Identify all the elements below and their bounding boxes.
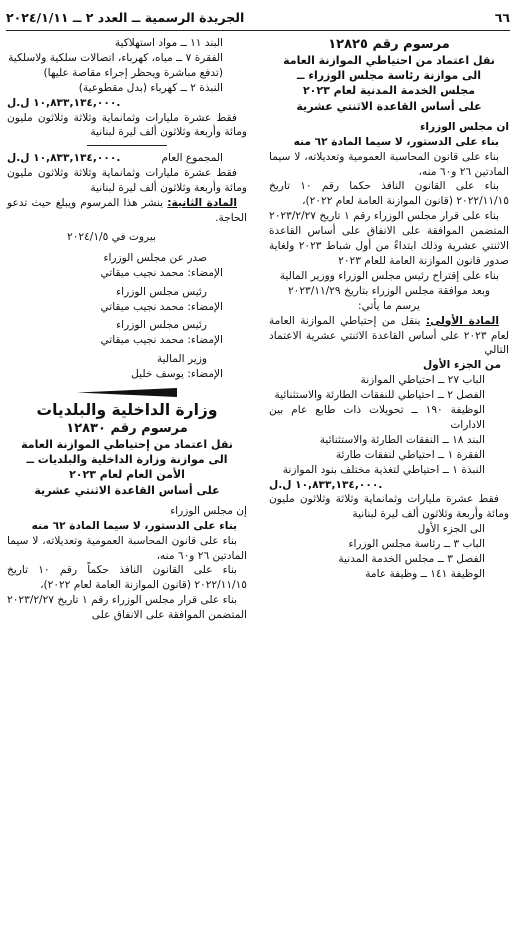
decree2-title-line: على أساس القاعدة الاثنتي عشرية (34, 483, 220, 497)
total-label: المجموع العام (161, 152, 223, 165)
gazette-title: الجريدة الرسمية ــ العدد ٢ ــ ٢٠٢٤/١/١١ (6, 9, 245, 25)
signature: الإمضاء: يوسف خليل (131, 368, 223, 381)
total-amount: ١٠,٨٣٣,١٣٤,٠٠٠ ل.ل. (7, 152, 121, 165)
issued-by: صدر عن مجلس الوزراء (103, 251, 207, 264)
budget-item: (تدفع مباشرة ويحظر إجراء مقاصة عليها) (43, 66, 223, 79)
to-item: الوظيفة ١٤١ ــ وظيفة عامة (365, 568, 485, 580)
left-column (7, 36, 247, 623)
decree1-title-line: على أساس القاعدة الاثنتي عشرية (296, 99, 482, 113)
budget-item: الفقرة ٧ ــ مياه، كهرباء، اتصالات سلكية ولاسلكية (8, 51, 223, 64)
decree2-number: مرسوم رقم ١٢٨٣٠ (66, 421, 188, 437)
page-number: ٦٦ (494, 9, 510, 25)
budget-item: البند ١١ ــ مواد استهلاكية (114, 37, 223, 49)
after-approval: وبعد موافقة مجلس الوزراء بتاريخ ٢٠٢٣/١١/٢٩ (287, 284, 491, 297)
based-law: بناء على قانون المحاسبة العمومية وتعديلاته، لا سيما المادتين ٢٦ و٦٠ منه، (7, 534, 247, 562)
to-part: الى الجزء الأول (417, 523, 485, 536)
article1-text: ينقل من إحتياطي الموازنة العامة لعام ٢٠٢٣ على أساس القاعدة الاثنتي عشرية الاعتماد التالي (269, 314, 509, 357)
from-item: الوظيفة ١٩٠ ــ تحويلات ذات طابع عام بين الادارات (269, 404, 485, 431)
article2-label: المادة الثانية: (167, 197, 237, 210)
ministry-heading: وزارة الداخلية والبلديات (36, 401, 218, 420)
decree2-title-line: نقل اعتماد من إحتياطي الموازنة العامة (21, 438, 233, 452)
decree1-title-line: الى موازنة رئاسة مجلس الوزراء ــ (296, 69, 482, 83)
from-part: من الجزء الأول (422, 359, 501, 372)
based-law-10: بناء على القانون النافذ حكما رقم ١٠ تاريخ ٢٠٢٢/١١/١٥ (قانون الموازنة العامة لعام ٢٠٢٢)، (269, 180, 509, 208)
council-heading: ان مجلس الوزراء (419, 120, 509, 133)
article1 (269, 314, 509, 359)
amount: ١٠,٨٣٣,١٣٤,٠٠٠ ل.ل. (269, 478, 383, 491)
decree1-title-line: نقل اعتماد من احتياطي الموازنة العامة (283, 54, 495, 67)
separator (87, 145, 167, 146)
decree2-title-line: الأمن العام لعام ٢٠٢٣ (69, 468, 185, 482)
based-constitution: بناء على الدستور، لا سيما المادة ٦٢ منه (31, 519, 237, 532)
based-constitution: بناء على الدستور، لا سيما المادة ٦٢ منه (293, 135, 499, 148)
amount: ١٠,٨٣٣,١٣٤,٠٠٠ ل.ل. (7, 96, 121, 109)
amount-words: فقط عشرة مليارات وثمانماية وثلاثة وثلاثون مليون ومائة وأربعة وثلاثون ألف ليرة لبنانية (7, 111, 247, 139)
article2-text: ينشر هذا المرسوم ويبلغ حيث تدعو الحاجة. (7, 197, 247, 224)
decrees-label: يرسم ما يأتي: (358, 299, 420, 312)
finance-title: وزير المالية (156, 353, 207, 366)
right-column (269, 36, 509, 582)
based-decision: بناء على قرار مجلس الوزراء رقم ١ تاريخ ٢٠٢٣/٢/٢٧ المتضمن الموافقة على الانفاق على (7, 594, 247, 622)
page-header (6, 6, 510, 28)
pm-title: رئيس مجلس الوزراء (116, 285, 207, 298)
date: بيروت في ٢٠٢٤/١/٥ (67, 230, 156, 243)
decree2-title-line: الى موازنة وزارة الداخلية والبلديات ــ (26, 453, 228, 467)
article1-label: المادة الأولى: (425, 314, 499, 327)
signature: الإمضاء: محمد نجيب ميقاتي (100, 334, 223, 347)
based-law: بناء على قانون المحاسبة العمومية وتعديلاته، لا سيما المادتين ٢٦ و٦٠ منه، (269, 150, 509, 178)
based-decision: بناء على قرار مجلس الوزراء رقم ١ تاريخ ٢٠٢٣/٢/٢٧ المتضمن الموافقة على الانفاق على أساس القاعدة الاثنتي عشرية وذلك ابتداءً من أول شباط ٢٠٢٣ ولغاية صدور قانون الموازنة العامة للعام ٢٠٢٣ (269, 210, 509, 267)
decree1-title-line: مجلس الخدمة المدنية لعام ٢٠٢٣ (302, 84, 476, 98)
pm-title: رئيس مجلس الوزراء (116, 319, 207, 332)
from-item: الفقرة ١ ــ احتياطي لنفقات طارئة (335, 448, 485, 461)
decree1-number: مرسوم رقم ١٢٨٢٥ (328, 37, 450, 52)
section-divider (7, 388, 247, 397)
from-item: البند ١٨ ــ النفقات الطارئة والاستثنائية (319, 433, 485, 446)
budget-item: النبذة ٢ ــ كهرباء (بدل مقطوعية) (78, 81, 223, 94)
to-item: الفصل ٣ ــ مجلس الخدمة المدنية (338, 553, 485, 566)
header-rule (6, 30, 510, 31)
article2 (7, 196, 247, 226)
from-item: النبذة ١ ــ احتياطي لتغذية مختلف بنود الموازنة (282, 463, 485, 476)
from-item: الباب ٢٧ ــ احتياطي الموازنة (360, 374, 485, 387)
to-item: الباب ٣ ــ رئاسة مجلس الوزراء (348, 538, 485, 551)
council-heading: إن مجلس الوزراء (170, 504, 247, 517)
from-item: الفصل ٢ ــ احتياطي للنفقات الطارئة والاستثنائية (274, 389, 485, 402)
based-proposal: بناء على إقتراح رئيس مجلس الوزراء ووزير المالية (279, 269, 499, 282)
signature: الإمضاء: محمد نجيب ميقاتي (100, 266, 223, 279)
amount-words: فقط عشرة مليارات وثمانماية وثلاثة وثلاثون مليون ومائة وأربعة وثلاثون ألف ليرة لبنانية (269, 493, 509, 521)
based-law-10: بناء على القانون النافذ حكماً رقم ١٠ تاريخ ٢٠٢٢/١١/١٥ (قانون الموازنة العامة لعام ٢٠٢٢)، (7, 564, 247, 592)
signature: الإمضاء: محمد نجيب ميقاتي (100, 300, 223, 313)
total-row (7, 151, 247, 166)
total-words: فقط عشرة مليارات وثمانماية وثلاثة وثلاثون مليون ومائة وأربعة وثلاثون ألف ليرة لبنانية (7, 167, 247, 195)
